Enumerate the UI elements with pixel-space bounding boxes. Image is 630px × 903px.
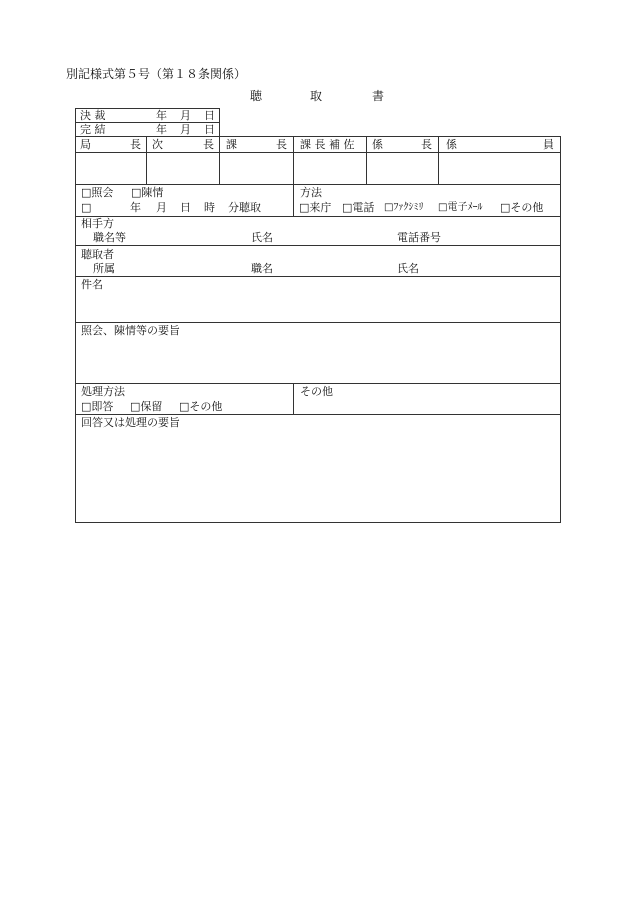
header-kachohosa: 課 長 補 佐	[300, 138, 355, 151]
sokuto-checkbox[interactable]: □即答	[81, 400, 114, 413]
fax-checkbox[interactable]: □ﾌｧｸｼﾐﾘ	[384, 202, 424, 213]
form-label: 別記様式第５号（第１８条関係）	[66, 67, 247, 81]
title-char-2: 取	[310, 89, 323, 103]
listener-shimei-label: 氏名	[397, 262, 419, 275]
other-label: その他	[300, 385, 333, 398]
header-jicho-a: 次	[152, 138, 163, 151]
listener-label: 聴取者	[81, 248, 114, 261]
answer-label: 回答又は処理の要旨	[81, 416, 180, 429]
horyu-checkbox[interactable]: □保留	[130, 400, 163, 413]
kessai-month-label: 月	[180, 109, 191, 122]
kanketsu-month-label: 月	[180, 123, 191, 136]
kanketsu-year-label: 年	[156, 123, 167, 136]
header-kakariin-b: 員	[543, 138, 554, 151]
title-char-3: 書	[372, 89, 385, 103]
kessai-label: 決 裁	[80, 109, 106, 122]
shokai-checkbox[interactable]: □照会	[81, 186, 114, 199]
kessai-day-label: 日	[204, 109, 215, 122]
kanketsu-day-label: 日	[204, 123, 215, 136]
header-jicho-b: 長	[203, 138, 214, 151]
sonota-method-checkbox[interactable]: □その他	[500, 201, 544, 214]
title-char-1: 聴	[250, 89, 263, 103]
subject-label: 件名	[81, 278, 103, 291]
datetime-month-label: 月	[156, 201, 167, 214]
kessai-year-label: 年	[156, 109, 167, 122]
counterparty-label: 相手方	[81, 217, 114, 230]
datetime-minute-label: 分聴取	[228, 201, 261, 214]
sonota-handling-checkbox[interactable]: □その他	[179, 400, 223, 413]
kanketsu-label: 完 結	[80, 123, 106, 136]
header-kacho-a: 課	[226, 138, 237, 151]
datetime-checkbox[interactable]: □	[81, 201, 92, 214]
listener-shozoku-label: 所属	[93, 262, 115, 275]
datetime-day-label: 日	[180, 201, 191, 214]
datetime-year-label: 年	[130, 201, 141, 214]
raicho-checkbox[interactable]: □来庁	[299, 201, 332, 214]
email-checkbox[interactable]: □電子ﾒｰﾙ	[438, 202, 483, 213]
header-kyokucho-b: 長	[130, 138, 141, 151]
summary-label: 照会、陳情等の要旨	[81, 324, 180, 337]
handling-label: 処理方法	[81, 385, 125, 398]
counterparty-shimei-label: 氏名	[251, 231, 273, 244]
chinjo-checkbox[interactable]: □陳情	[131, 186, 164, 199]
listener-shokumei-label: 職名	[251, 262, 273, 275]
denwa-checkbox[interactable]: □電話	[342, 201, 375, 214]
header-kakaricho-b: 長	[421, 138, 432, 151]
header-kakariin-a: 係	[446, 138, 457, 151]
counterparty-shokumei-label: 職名等	[93, 231, 126, 244]
method-label: 方法	[300, 186, 322, 199]
header-kyokucho-a: 局	[80, 138, 91, 151]
datetime-hour-label: 時	[204, 201, 215, 214]
header-kakaricho-a: 係	[372, 138, 383, 151]
counterparty-phone-label: 電話番号	[397, 231, 441, 244]
header-kacho-b: 長	[276, 138, 287, 151]
